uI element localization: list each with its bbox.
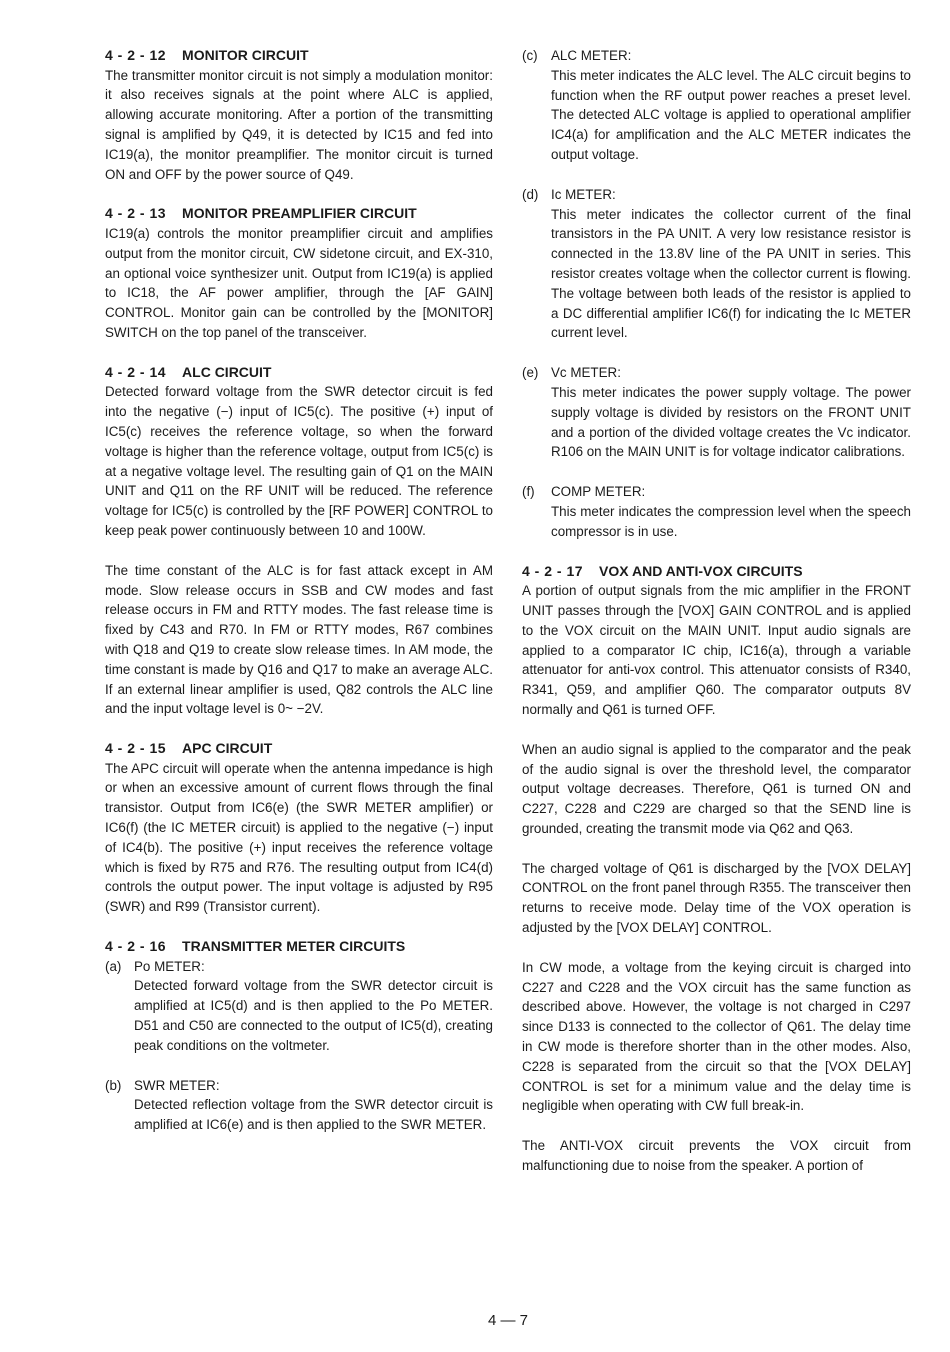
item-title: ALC METER:	[551, 48, 632, 63]
meter-item-po	[105, 957, 493, 1056]
section-title: MONITOR PREAMPLIFIER CIRCUIT	[182, 205, 417, 222]
section-4-2-15	[105, 739, 493, 917]
section-title: TRANSMITTER METER CIRCUITS	[182, 938, 406, 955]
section-number: 4 - 2 - 14	[105, 363, 167, 380]
section-4-2-16	[105, 937, 493, 1135]
section-number: 4 - 2 - 12	[105, 47, 167, 63]
section-heading	[522, 562, 911, 582]
section-number: 4 - 2 - 16	[105, 938, 167, 955]
left-column	[105, 46, 493, 1135]
section-title: MONITOR CIRCUIT	[182, 47, 309, 63]
paragraph: A portion of output signals from the mic amplifier in the FRONT UNIT passes through the [VOX] GAIN CONTROL and is applied to the VOX circuit on the MAIN UNIT. Input audio signals are applied to a comparator IC chip, IC16(a), through a variable attenuator for anti-vox control. This attenuator consists of R340, R341, Q59, and amplifier Q60. The comparator outputs 8V normally and Q61 is turned OFF.	[522, 583, 911, 717]
meter-item-vc	[522, 363, 911, 462]
meter-item-ic	[522, 185, 911, 343]
item-title: Ic METER:	[551, 186, 616, 202]
item-title: SWR METER:	[134, 1077, 220, 1093]
item-text: Detected reflection voltage from the SWR detector circuit is amplified at IC6(e) and is then applied to the SWR METER.	[134, 1097, 493, 1133]
paragraph: The time constant of the ALC is for fast attack except in AM mode. Slow release occurs in SSB and CW modes and fast release occurs in FM and RTTY modes. The fast release time is fixed by C43 and R70. In FM or RTTY modes, R67 combines with Q18 and Q19 to create slow release times. In AM mode, the time constant is made by Q16 and Q17 to make an average ALC. If an external linear amplifier is used, Q82 controls the ALC line and the input voltage level is 0~ −2V.	[105, 562, 493, 717]
item-title: Po METER:	[134, 958, 205, 974]
meter-item-swr	[105, 1076, 493, 1135]
section-heading	[105, 204, 493, 224]
section-heading	[105, 363, 493, 383]
item-label: (f)	[522, 484, 535, 500]
section-title: VOX AND ANTI-VOX CIRCUITS	[599, 562, 803, 579]
section-number: 4 - 2 - 17	[522, 562, 584, 579]
page-number: 4 — 7	[487, 1312, 529, 1329]
item-label: (e)	[522, 365, 539, 381]
section-4-2-17	[522, 562, 911, 1176]
section-heading	[105, 937, 493, 957]
paragraph: The ANTI-VOX circuit prevents the VOX circuit from malfunctioning due to noise from the speaker. A portion of	[522, 1138, 911, 1174]
item-text: This meter indicates the power supply voltage. The power supply voltage is divided by resistors on the FRONT UNIT and a portion of the divided voltage creates the Vc indicator. R106 on the MAIN UNIT is for voltage indicator calibrations.	[551, 384, 911, 460]
section-heading	[105, 739, 493, 759]
meter-item-alc	[522, 46, 911, 165]
paragraph: Detected forward voltage from the SWR detector circuit is fed into the negative (−) input of IC5(c). The positive (+) input of IC5(c) receives the reference voltage, so when the forward voltage is higher than the reference voltage, output from IC5(c) is at a negative voltage level. The resulting gain of Q1 on the MAIN UNIT and Q11 on the RF UNIT will be reduced. The reference voltage for IC5(c) is controlled by the [RF POWER] CONTROL to keep peak power continuously between 10 and 100W.	[105, 384, 493, 538]
section-title: APC CIRCUIT	[182, 740, 273, 757]
item-text: This meter indicates the collector current of the final transistors in the PA UNIT. A very low resistance resistor is connected in the 13.8V line of the PA UNIT in series. This resistor creates voltage when the collector current is flowing. The voltage between both leads of the resistor is applied to a DC differential amplifier IC6(f) for indicating the Ic METER current level.	[551, 206, 911, 341]
paragraph: The APC circuit will operate when the antenna impedance is high or when an excessive amount of current flows through the final transistor. Output from IC6(e) (the SWR METER amplifier) or IC6(f) (the IC METER circuit) is applied to the negative (−) input of IC4(b). The positive (+) input receives the reference voltage which is fixed by R75 and R76. The resulting output from IC4(d) controls the output power. The input voltage is adjusted by R95 (SWR) and R99 (Transistor current).	[105, 760, 493, 915]
item-title: Vc METER:	[551, 365, 621, 381]
item-label: (b)	[105, 1077, 122, 1093]
meter-item-comp	[522, 482, 911, 541]
paragraph: The charged voltage of Q61 is discharged by the [VOX DELAY] CONTROL on the front panel through R355. The transceiver then returns to receive mode. Delay time of the VOX operation is adjusted by the [VOX DELAY] CONTROL.	[522, 860, 911, 936]
right-column	[522, 46, 911, 1176]
item-text: Detected forward voltage from the SWR detector circuit is amplified at IC5(d) and is then applied to the Po METER. D51 and C50 are connected to the output of IC5(d), creating peak conditions on the voltmeter.	[134, 978, 493, 1053]
paragraph: In CW mode, a voltage from the keying circuit is charged into C227 and C228 and the VOX circuit has the same function as described above. However, the voltage is not charged in C297 since D133 is connected to the collector of Q61. The delay time in CW mode is therefore shorter than in the other modes. Also, C228 is separated from the circuit so that the [VOX DELAY] CONTROL is set for a minimum value and the delay time is negligible when operating with CW full break-in.	[522, 959, 911, 1114]
paragraph: When an audio signal is applied to the comparator and the peak of the audio signal is over the threshold level, the comparator output voltage decreases. Therefore, Q61 is turned ON and C227, C228 and C229 are charged so that the SEND line is grounded, creating the transmit mode via Q62 and Q63.	[522, 741, 911, 836]
section-title: ALC CIRCUIT	[182, 363, 272, 380]
section-number: 4 - 2 - 13	[105, 205, 167, 222]
section-4-2-14	[105, 363, 493, 719]
section-number: 4 - 2 - 15	[105, 740, 167, 757]
paragraph: IC19(a) controls the monitor preamplifier circuit and amplifies output from the monitor circuit, CW sidetone circuit, and EX-310, an optional voice synthesizer unit. Output from IC19(a) is applied to IC18, the AF power amplifier, through the [AF GAIN] CONTROL. Monitor gain can be controlled by the [MONITOR] SWITCH on the top panel of the transceiver.	[105, 225, 493, 340]
item-text: This meter indicates the ALC level. The ALC circuit begins to function when the RF output power reaches a preset level. The detected ALC voltage is applied to operational amplifier IC4(a) for amplification and the ALC METER indicates the output voltage.	[551, 67, 911, 162]
item-title: COMP METER:	[551, 484, 646, 500]
section-heading	[105, 46, 493, 66]
item-label: (d)	[522, 186, 539, 202]
item-text: This meter indicates the compression level when the speech compressor is in use.	[551, 503, 911, 539]
item-label: (c)	[522, 48, 538, 63]
section-4-2-13	[105, 204, 493, 342]
item-label: (a)	[105, 958, 122, 974]
section-4-2-12	[105, 46, 493, 184]
paragraph: The transmitter monitor circuit is not simply a modulation monitor: it also receives signals at the point where ALC is applied, allowing accurate monitoring. After a portion of the transmitting signal is amplified by Q49, it is detected by IC15 and fed into IC19(a), the monitor preamplifier. The monitor circuit is turned ON and OFF by the power source of Q49.	[105, 67, 493, 182]
